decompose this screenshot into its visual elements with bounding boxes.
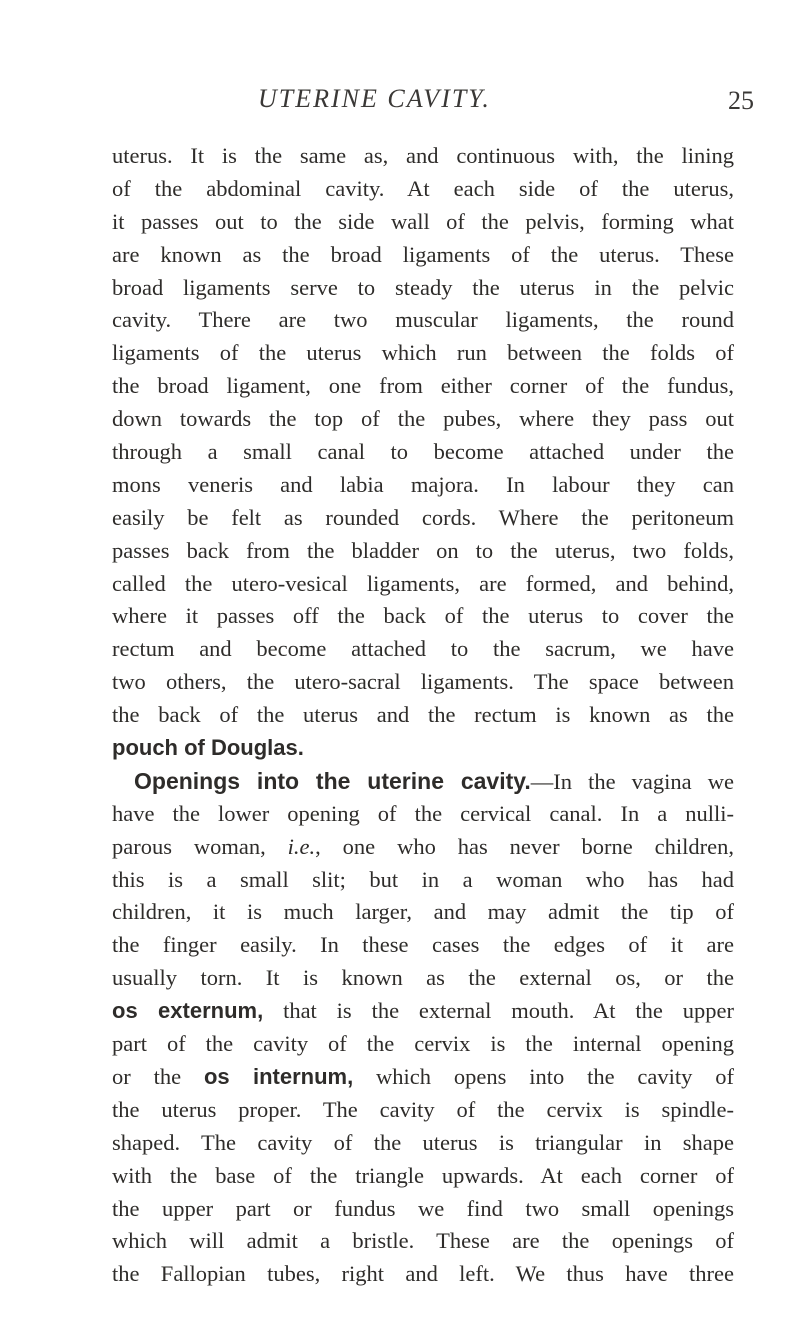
text-line: the back of the uterus and the rectum is known as the	[112, 702, 734, 728]
text-line: the Fallopian tubes, right and left. We thus have three	[112, 1261, 734, 1287]
text-line: called the utero-vesical ligaments, are formed, and behind,	[112, 570, 734, 596]
text-line: rectum and become attached to the sacrum, we have	[112, 636, 734, 662]
page-number: 25	[728, 86, 754, 115]
text-fragment: parous woman,	[112, 833, 288, 859]
text-line	[112, 995, 734, 1028]
text-line: have the lower opening of the cervical canal. In a nulli-	[112, 800, 734, 826]
text-line: the uterus proper. The cavity of the cervix is spindle-	[112, 1096, 734, 1122]
text-line: mons veneris and labia majora. In labour they can	[112, 471, 734, 497]
text-line: are known as the broad ligaments of the uterus. These	[112, 241, 734, 267]
text-line	[112, 831, 734, 864]
italic-abbreviation: i.e.	[287, 833, 316, 859]
body-text	[112, 140, 734, 1291]
text-line	[112, 1061, 734, 1094]
text-fragment: which opens into the cavity of	[353, 1063, 734, 1089]
text-line-douglas	[112, 732, 734, 765]
text-line: children, it is much larger, and may admit the tip of	[112, 899, 734, 925]
text-fragment: that is the external mouth. At the upper	[263, 998, 734, 1024]
section-heading-line	[112, 765, 734, 798]
text-line: part of the cavity of the cervix is the internal opening	[112, 1031, 734, 1057]
bold-term-pouch-of-douglas: pouch of Douglas.	[112, 735, 304, 761]
text-line: where it passes off the back of the uterus to cover the	[112, 603, 734, 629]
bold-term-os-internum: os internum,	[203, 1063, 354, 1089]
bold-term-os-externum: os externum,	[112, 998, 264, 1024]
text-line: through a small canal to become attached under the	[112, 439, 734, 465]
text-line: two others, the utero-sacral ligaments. The space between	[112, 669, 734, 695]
text-line: of the abdominal cavity. At each side of the uterus,	[112, 175, 734, 201]
text-line: this is a small slit; but in a woman who has had	[112, 866, 734, 892]
text-line: passes back from the bladder on to the uterus, two folds,	[112, 537, 734, 563]
text-line: ligaments of the uterus which run between the folds of	[112, 340, 734, 366]
running-title: UTERINE CAVITY.	[258, 84, 491, 113]
text-fragment: or the	[112, 1063, 204, 1089]
text-line: with the base of the triangle upwards. At each corner of	[112, 1162, 734, 1188]
text-line: cavity. There are two muscular ligaments, the round	[112, 307, 734, 333]
text-line: the upper part or fundus we find two small openings	[112, 1195, 734, 1221]
text-line: uterus. It is the same as, and continuous with, the lining	[112, 143, 734, 168]
text-line: down towards the top of the pubes, where they pass out	[112, 406, 734, 432]
section-heading: Openings into the uterine cavity.	[134, 767, 531, 794]
text-line: the finger easily. In these cases the edges of it are	[112, 932, 734, 958]
text-line: broad ligaments serve to steady the uterus in the pelvic	[112, 274, 734, 300]
heading-continuation: —In the vagina we	[530, 768, 734, 794]
text-line: which will admit a bristle. These are the openings of	[112, 1228, 734, 1254]
text-line: usually torn. It is known as the external os, or the	[112, 965, 734, 991]
page-header	[0, 84, 800, 124]
text-fragment: , one who has never borne children,	[315, 833, 734, 859]
text-line: shaped. The cavity of the uterus is triangular in shape	[112, 1129, 734, 1155]
text-line: easily be felt as rounded cords. Where the peritoneum	[112, 504, 734, 530]
text-line: the broad ligament, one from either corner of the fundus,	[112, 373, 734, 399]
text-line: it passes out to the side wall of the pelvis, forming what	[112, 208, 734, 234]
